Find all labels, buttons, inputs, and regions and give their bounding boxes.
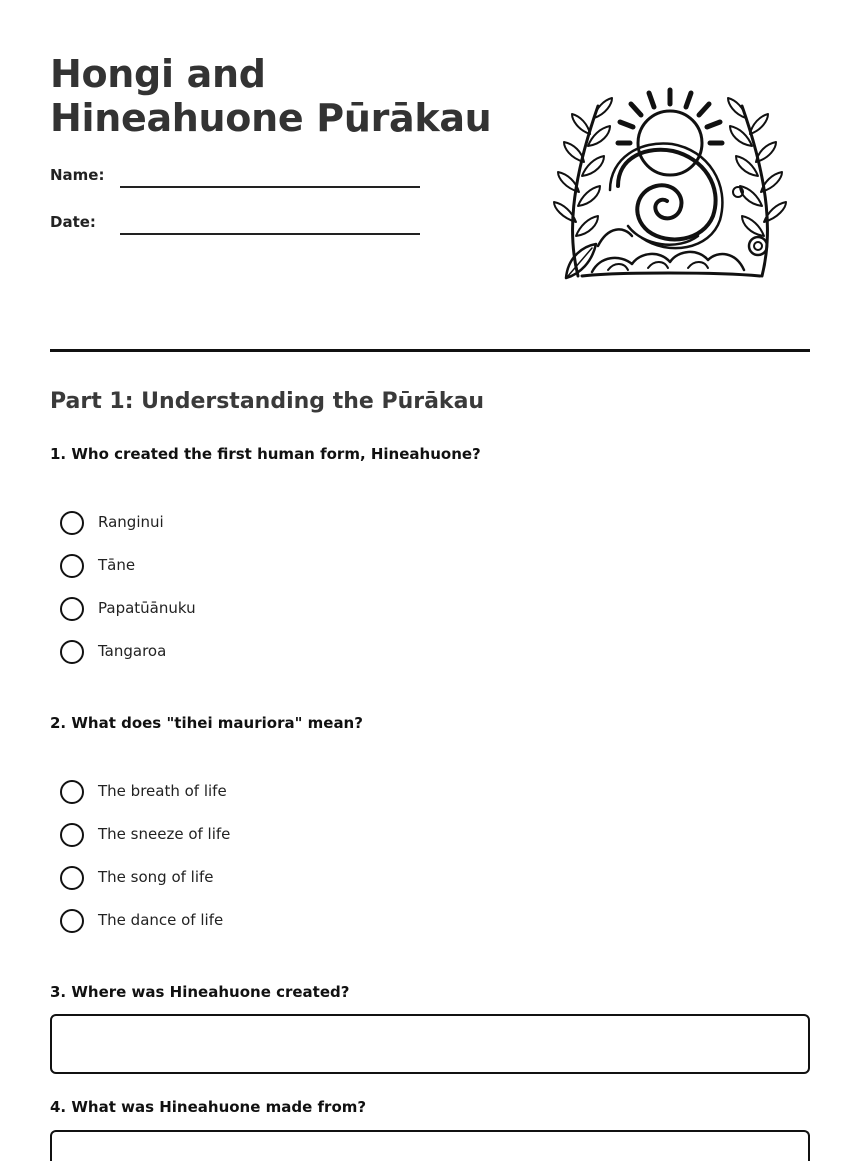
radio-button[interactable] [60, 554, 84, 578]
option-label: Papatūānuku [98, 599, 196, 617]
worksheet-title: Hongi and Hineahuone Pūrākau [50, 52, 492, 140]
q4-answer-box[interactable] [50, 1130, 810, 1161]
question-3: 3. Where was Hineahuone created? [50, 983, 350, 1001]
option-label: Tangaroa [98, 642, 167, 660]
q2-option-sneeze[interactable] [60, 823, 460, 849]
question-4: 4. What was Hineahuone made from? [50, 1098, 367, 1116]
q2-option-dance[interactable] [60, 909, 460, 935]
question-2: 2. What does "tihei mauriora" mean? [50, 714, 363, 732]
q1-option-tane[interactable] [60, 554, 460, 580]
q3-answer-box[interactable] [50, 1014, 810, 1074]
option-label: Ranginui [98, 513, 164, 531]
q1-option-ranginui[interactable] [60, 511, 460, 537]
q2-option-breath[interactable] [60, 780, 460, 806]
radio-button[interactable] [60, 511, 84, 535]
q1-option-tangaroa[interactable] [60, 640, 460, 666]
q2-option-song[interactable] [60, 866, 460, 892]
radio-button[interactable] [60, 823, 84, 847]
option-label: The dance of life [98, 911, 224, 929]
date-label: Date: [50, 213, 96, 231]
sun-koru-fern-logo [548, 86, 792, 284]
option-label: Tāne [98, 556, 136, 574]
radio-button[interactable] [60, 909, 84, 933]
radio-button[interactable] [60, 866, 84, 890]
option-label: The sneeze of life [98, 825, 231, 843]
date-field [50, 213, 430, 243]
q1-option-papatuanuku[interactable] [60, 597, 460, 623]
name-line[interactable] [120, 186, 420, 188]
question-1: 1. Who created the first human form, Hineahuone? [50, 445, 481, 463]
option-label: The breath of life [98, 782, 227, 800]
option-label: The song of life [98, 868, 214, 886]
name-field [50, 166, 430, 196]
section-divider [50, 349, 810, 352]
part1-heading: Part 1: Understanding the Pūrākau [50, 389, 485, 414]
name-label: Name: [50, 166, 105, 184]
radio-button[interactable] [60, 640, 84, 664]
radio-button[interactable] [60, 597, 84, 621]
radio-button[interactable] [60, 780, 84, 804]
date-line[interactable] [120, 233, 420, 235]
